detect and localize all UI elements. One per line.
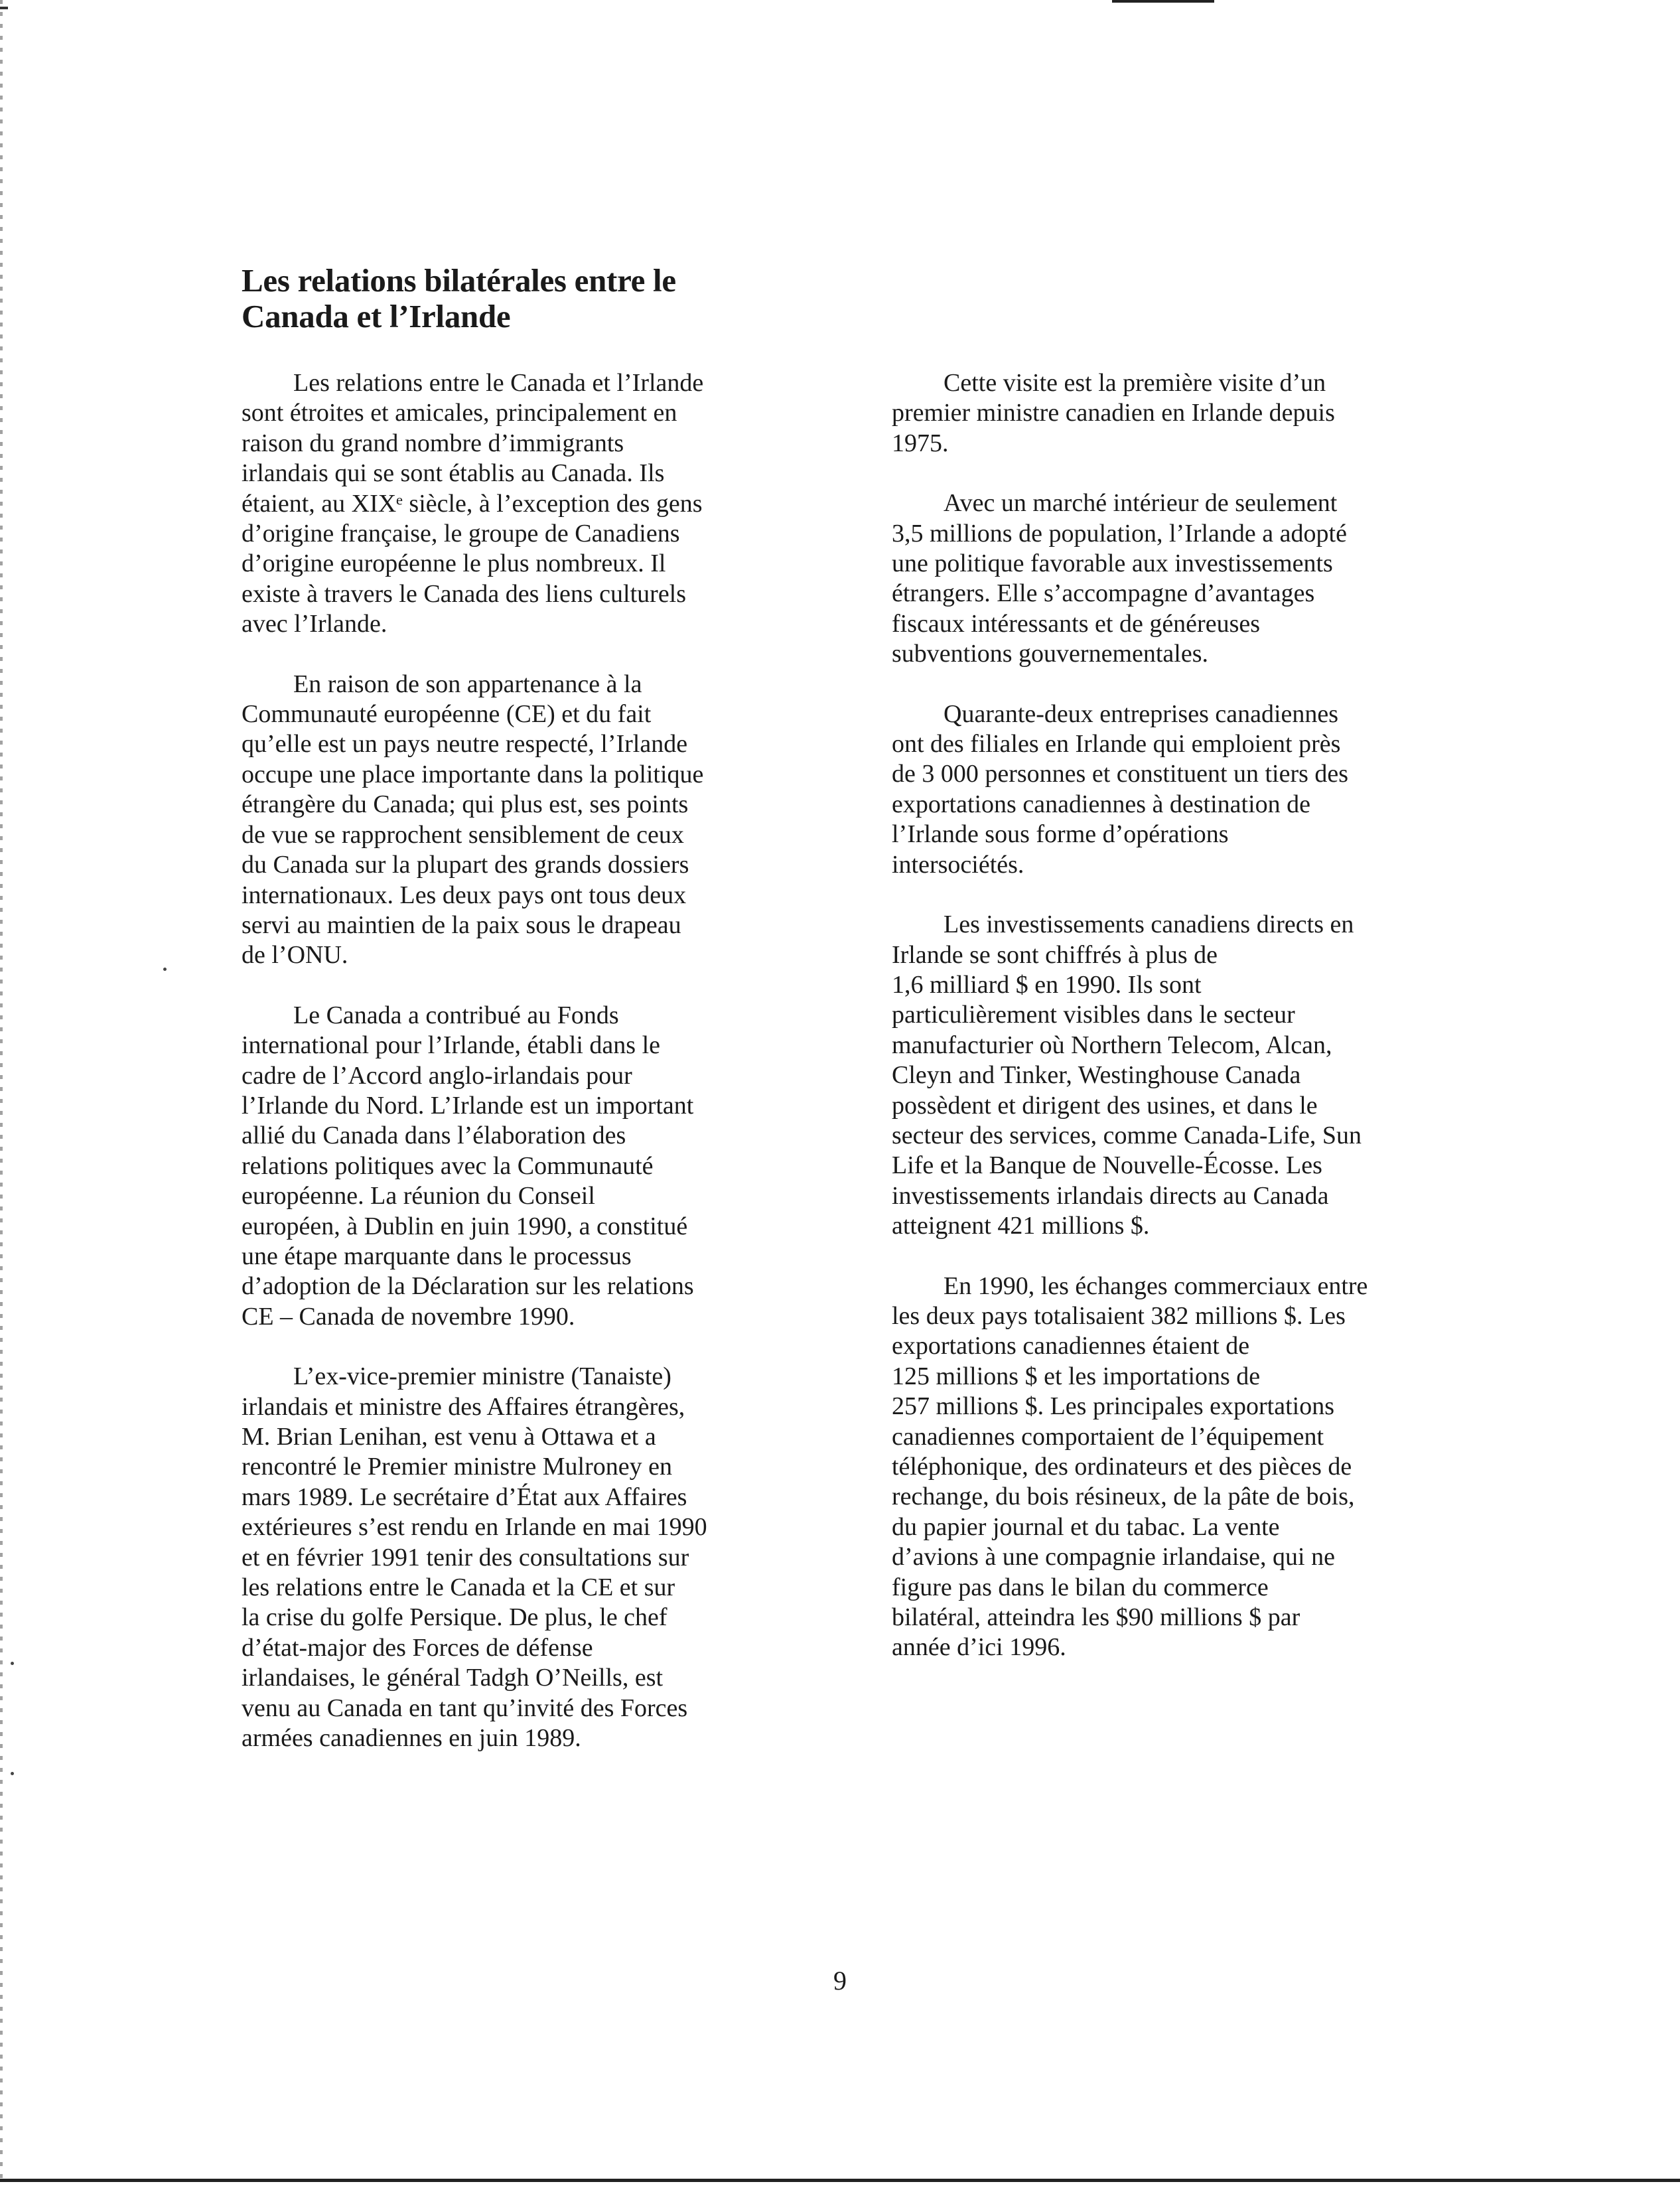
left-column bbox=[242, 368, 798, 1783]
bottom-rule bbox=[0, 2179, 1680, 2182]
scan-edge-mark bbox=[0, 0, 3, 2186]
right-column bbox=[892, 368, 1442, 1693]
paragraph: Cette visite est la première visite d’un premier ministre canadien en Irlande depuis 1975. bbox=[892, 369, 1335, 457]
paragraph: En 1990, les échanges commerciaux entre les deux pays totalisaient 382 millions $. Les exportations canadiennes étaient de 125 millions $ et les importations de 257 millions $. Les principales exportations canadiennes comportaient de l’équipement téléphonique, des ordinateurs et des pièces de rechange, du bois résineux, de la pâte de bois, du papier journal et du tabac. La vente d’avions à une compagnie irlandaise, qui ne figure pas dans le bilan du commerce bilatéral, atteindra les $90 millions $ par année d’ici 1996. bbox=[892, 1272, 1368, 1662]
scan-speck bbox=[11, 1772, 14, 1775]
paragraph: Le Canada a contribué au Fonds international pour l’Irlande, établi dans le cadre de l’Accord anglo-irlandais pour l’Irlande du Nord. L’Irlande est un important allié du Canada dans l’élaboration des relations politiques avec la Communauté européenne. La réunion du Conseil européen, à Dublin en juin 1990, a constitué une étape marquante dans le processus d’adoption de la Déclaration sur les relations CE – Canada de novembre 1990. bbox=[242, 1001, 694, 1331]
paragraph: Les relations entre le Canada et l’Irlande sont étroites et amicales, principalement en raison du grand nombre d’immigrants irlandais qui se sont établis au Canada. Ils étaient, au XIXᵉ siècle, à l’exception des gens d’origine française, le groupe de Canadiens d’origine européenne le plus nombreux. Il existe à travers le Canada des liens culturels avec l’Irlande. bbox=[242, 369, 704, 638]
paragraph: Quarante-deux entreprises canadiennes ont des filiales en Irlande qui emploient près de 3 000 personnes et constituent un tiers des exportations canadiennes à destination de l’Irlande sous forme d’opérations intersociétés. bbox=[892, 699, 1349, 879]
scan-speck bbox=[11, 1662, 14, 1665]
page-number: 9 bbox=[833, 1966, 847, 1996]
paragraph: En raison de son appartenance à la Communauté européenne (CE) et du fait qu’elle est un pays neutre respecté, l’Irlande occupe une place importante dans la politique étrangère du Canada; qui plus est, ses points de vue se rapprochent sensiblement de ceux du Canada sur la plupart des grands dossiers internationaux. Les deux pays ont tous deux servi au maintien de la paix sous le drapeau de l’ONU. bbox=[242, 670, 704, 970]
scan-speck bbox=[163, 968, 167, 971]
paragraph: L’ex-vice-premier ministre (Tanaiste) irlandais et ministre des Affaires étrangères, M. Brian Lenihan, est venu à Ottawa et a rencontré le Premier ministre Mulroney en mars 1989. Le secrétaire d’État aux Affaires extérieures s’est rendu en Irlande en mai 1990 et en février 1991 tenir des consultations sur les relations entre le Canada et la CE et sur la crise du golfe Persique. De plus, le chef d’état-major des Forces de défense irlandaises, le général Tadgh O’Neills, est venu au Canada en tant qu’invité des Forces armées canadiennes en juin 1989. bbox=[242, 1362, 707, 1753]
paragraph: Avec un marché intérieur de seulement 3,5 millions de population, l’Irlande a adopté une politique favorable aux investissements étrangers. Elle s’accompagne d’avantages fiscaux intéressants et de généreuses subventions gouvernementales. bbox=[892, 489, 1347, 668]
paragraph: Les investissements canadiens directs en Irlande se sont chiffrés à plus de 1,6 milliard $ en 1990. Ils sont particulièrement visibles dans le secteur manufacturier où Northern Telecom, Alcan, Cleyn and Tinker, Westinghouse Canada possèdent et dirigent des usines, et dans le secteur des services, comme Canada-Life, Sun Life et la Banque de Nouvelle-Écosse. Les investissements irlandais directs au Canada atteignent 421 millions $. bbox=[892, 911, 1362, 1240]
scan-corner-mark bbox=[0, 7, 8, 9]
top-rule bbox=[1112, 0, 1214, 3]
page-title: Les relations bilatérales entre le Canada et l’Irlande bbox=[242, 262, 676, 334]
